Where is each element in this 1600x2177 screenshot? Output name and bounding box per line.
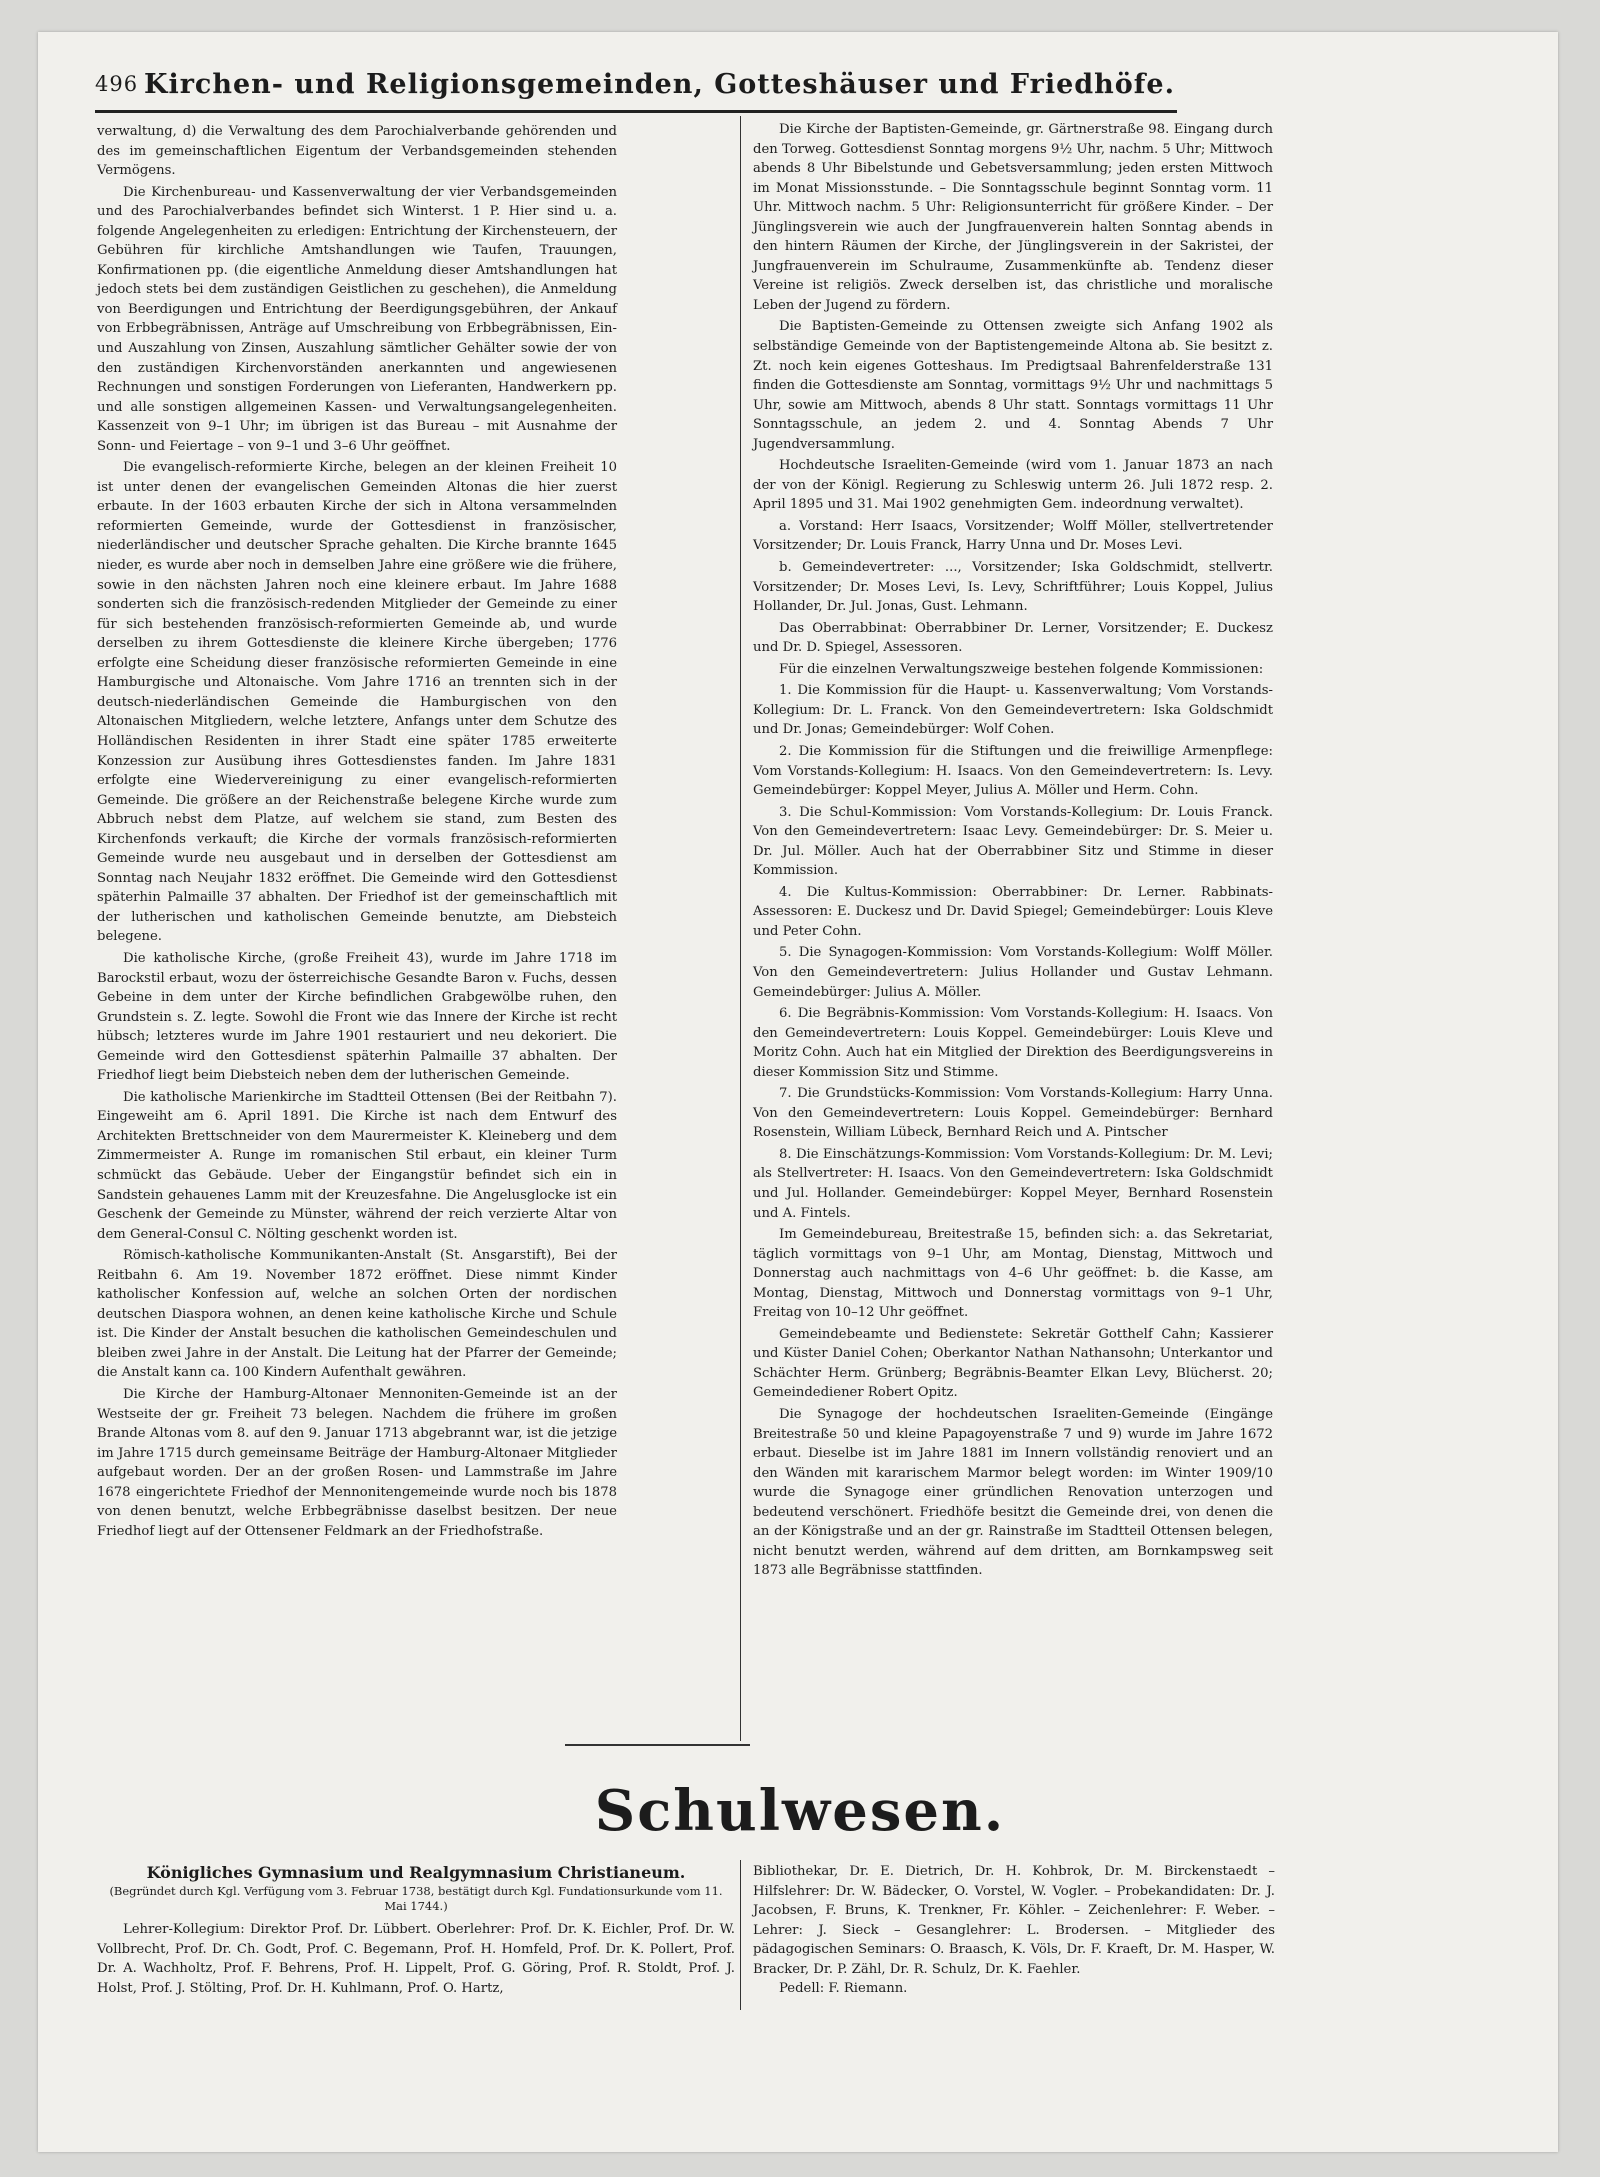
paragraph: 1. Die Kommission für die Haupt- u. Kassenverwaltung; Vom Vorstands-Kollegium: Dr. L. Franck. Von den Gemeindevertretern: Iska Goldschmidt und Dr. Jonas; Gemeindebürger: Wolf Cohen. [753, 683, 1273, 738]
paragraph: 6. Die Begräbnis-Kommission: Vom Vorstands-Kollegium: H. Isaacs. Von den Gemeindevertretern: Louis Koppel. Gemeindebürger: Louis Kleve und Moritz Cohn. Auch hat ein Mitglied der Direktion des Beerdigungsvereins in dieser Kommission Sitz und Stimme. [753, 1006, 1273, 1080]
founding-note: (Begründet durch Kgl. Verfügung vom 3. Februar 1738, bestätigt durch Kgl. Fundationsurkunde vom 11. Mai 1744.) [109, 1884, 723, 1913]
paragraph: verwaltung, d) die Verwaltung des dem Parochialverbande gehörenden und des im gemeinschaftlichen Eigentum der Verbandsgemeinden stehenden Vermögens. [97, 124, 617, 179]
paragraph: Römisch-katholische Kommunikanten-Anstalt (St. Ansgarstift), Bei der Reitbahn 6. Am 19. November 1872 eröffnet. Diese nimmt Kinder katholischer Konfession auf, welche an solchen Orten der nordischen deutschen Diaspora wohnen, an denen keine katholische Kirche und Schule ist. Die Kinder der Anstalt besuchen die katholischen Gemeindeschulen und bleiben zwei Jahre in der Anstalt. Die Leitung hat der Pfarrer der Gemeinde; die Anstalt kann ca. 100 Kindern Aufenthalt gewähren. [97, 1248, 617, 1381]
paragraph: 2. Die Kommission für die Stiftungen und die freiwillige Armenpflege: Vom Vorstands-Kollegium: H. Isaacs. Von den Gemeindevertretern: Is. Levy. Gemeindebürger: Koppel Meyer, Julius A. Möller und Herm. Cohn. [753, 743, 1273, 799]
paragraph: Gemeindebeamte und Bedienstete: Sekretär Gotthelf Cahn; Kassierer und Küster Daniel Cohen; Oberkantor Nathan Nathansohn; Unterkantor und Schächter Herm. Grünberg; Begräbnis-Beamter Elkan Levy, Blücherst. 20; Gemeindediener Robert Opitz. [753, 1326, 1273, 1401]
paragraph: 7. Die Grundstücks-Kommission: Vom Vorstands-Kollegium: Harry Unna. Von den Gemeindevertretern: Louis Koppel. Gemeindebürger: Bernhard Rosenstein, William Lübeck, Bernhard Reich und A. Pintscher [753, 1086, 1273, 1141]
school-left-column [97, 1862, 735, 1998]
section-title: Schulwesen. [594, 1778, 1006, 1844]
paragraph: Die Kirche der Hamburg-Altonaer Mennoniten-Gemeinde ist an der Westseite der gr. Freiheit 73 belegen. Nachdem die frühere im großen Brande Altonas vom 8. auf den 9. Januar 1713 abgebrannt war, ist die jetzige im Jahre 1715 durch gemeinsame Beiträge der Hamburg-Altonaer Mitglieder aufgebaut worden. Der an der großen Rosen- und Lammstraße im Jahre 1678 eingerichtete Friedhof der Mennonitengemeinde wurde noch bis 1878 von denen benutzt, welche Erbbegräbnisse daselbst besitzen. Der neue Friedhof liegt auf der Ottensener Feldmark an der Friedhofstraße. [97, 1387, 617, 1539]
running-title: Kirchen- und Religionsgemeinden, Gotteshäuser und Friedhöfe. [143, 68, 1175, 100]
section-divider [565, 1744, 750, 1746]
paragraph: Die Kirchenbureau- und Kassenverwaltung der vier Verbandsgemeinden und des Parochialverbandes befindet sich Winterst. 1 P. Hier sind u. a. folgende Angelegenheiten zu erledigen: Entrichtung der Kirchensteuern, der Gebühren für kirchliche Amtshandlungen wie Taufen, Trauungen, Konfirmationen pp. (die eigentliche Anmeldung dieser Amtshandlungen hat jedoch stets bei dem zuständigen Geistlichen zu geschehen), die Anmeldung von Beerdigungen und Entrichtung der Beerdigungsgebühren, der Ankauf von Erbbegräbnissen, Anträge auf Umschreibung von Erbbegräbnissen, Ein- und Auszahlung von Zinsen, Auszahlung sämtlicher Gehälter sowie der von den zuständigen Kirchenvorständen anerkannten und angewiesenen Rechnungen und sonstigen Forderungen von Lieferanten, Handwerkern pp. und alle sonstigen allgemeinen Kassen- und Verwaltungsangelegenheiten. Kassenzeit von 9–1 Uhr; im übrigen ist das Bureau – mit Ausnahme der Sonn- und Feiertage – von 9–1 und 3–6 Uhr geöffnet. [97, 184, 617, 454]
paragraph: Die evangelisch-reformierte Kirche, belegen an der kleinen Freiheit 10 ist unter denen der evangelischen Gemeinden Altonas die hier zuerst erbaute. In der 1603 erbauten Kirche der sich in Altona versammelnden reformierten Gemeinde, wurde der Gottesdienst in französischer, niederländischer und deutscher Sprache gehalten. Die Kirche brannte 1645 nieder, es wurde aber noch in demselben Jahre eine größere wie die frühere, sowie in den nächsten Jahren noch eine kleinere erbaut. Im Jahre 1688 sonderten sich die französisch-redenden Mitglieder der Gemeinde zu einer für sich bestehenden französisch-reformierten Gemeinde ab, und wurde derselben zu ihrem Gottesdienste die kleinere Kirche übergeben; 1776 erfolgte eine Scheidung dieser französische reformierten Gemeinde in eine Hamburgische und Altonaische. Vom Jahre 1716 an trennten sich in der deutsch-niederländischen Gemeinde die Hamburgischen von den Altonaischen Mitgliedern, welche letztere, Anfangs unter dem Schutze des Holländischen Residenten in ihrer Stadt eine später 1785 erweiterte Konzession zur Ausübung ihres Gottesdienstes fanden. Im Jahre 1831 erfolgte eine Wiedervereinigung zu einer evangelisch-reformierten Gemeinde. Die größere an der Reichenstraße belegene Kirche wurde zum Abbruch nebst dem Platze, auf welchem sie stand, zum Besten des Kirchenfonds verkauft; die Kirche der vormals französisch-reformierten Gemeinde wurde neu ausgebaut und in derselben der Gottesdienst am Sonntag nach Neujahr 1832 eröffnet. Die Gemeinde wird den Gottesdienst späterhin Palmaille 37 abhalten. Der Friedhof ist der gemeinschaftlich mit der lutherischen und katholischen Gemeinde benutzte, am Diebsteich belegene. [97, 460, 617, 945]
left-column [97, 122, 617, 1541]
paragraph: Im Gemeindebureau, Breitestraße 15, befinden sich: a. das Sekretariat, täglich vormittags von 9–1 Uhr, am Montag, Dienstag, Mittwoch und Donnerstag auch nachmittags von 4–6 Uhr geöffnet: b. die Kasse, am Montag, Dienstag, Mittwoch und Donnerstag vormittags von 9–1 Uhr, Freitag von 10–12 Uhr geöffnet. [753, 1227, 1273, 1321]
school-right-column [753, 1862, 1275, 1999]
paragraph: 5. Die Synagogen-Kommission: Vom Vorstands-Kollegium: Wolff Möller. Von den Gemeindevertretern: Julius Hollander und Gustav Lehmann. Gemeindebürger: Julius A. Möller. [753, 945, 1273, 1000]
paragraph: Die Baptisten-Gemeinde zu Ottensen zweigte sich Anfang 1902 als selbständige Gemeinde von der Baptistengemeinde Altona ab. Sie besitzt z. Zt. noch kein eigenes Gotteshaus. Im Predigtsaal Bahrenfelderstraße 131 finden die Gottesdienste am Sonntag, vormittags 9½ Uhr und nachmittags 5 Uhr, sowie am Mittwoch, abends 8 Uhr statt. Sonntags vormittags 11 Uhr Sonntagsschule, an jedem 2. und 4. Sonntag Abends 7 Uhr Jugendversammlung. [753, 319, 1273, 452]
paragraph: Die Kirche der Baptisten-Gemeinde, gr. Gärtnerstraße 98. Eingang durch den Torweg. Gottesdienst Sonntag morgens 9½ Uhr, nachm. 5 Uhr; Mittwoch abends 8 Uhr Bibelstunde und Gebetsversammlung; jeden ersten Mittwoch im Monat Missionsstunde. – Die Sonntagsschule beginnt Sonntag vorm. 11 Uhr. Mittwoch nachm. 5 Uhr: Religionsunterricht für größere Kinder. – Der Jünglingsverein wie auch der Jungfrauenverein halten Sonntag abends in den hintern Räumen der Kirche, der Jünglingsverein in der Sakristei, der Jungfrauenverein im Schulraume, Zusammenkünfte ab. Tendenz dieser Vereine ist religiös. Zweck derselben ist, das christliche und moralische Leben der Jugend zu fördern. [753, 122, 1273, 313]
paragraph: b. Gemeindevertreter: ..., Vorsitzender; Iska Goldschmidt, stellvertr. Vorsitzender; Dr. Moses Levi, Is. Levy, Schriftführer; Louis Koppel, Julius Hollander, Dr. Jul. Jonas, Gust. Lehmann. [753, 560, 1273, 615]
page-number: 496 [95, 72, 139, 96]
paragraph: Für die einzelnen Verwaltungszweige bestehen folgende Kommissionen: [779, 661, 1264, 677]
paragraph: 8. Die Einschätzungs-Kommission: Vom Vorstands-Kollegium: Dr. M. Levi; als Stellvertreter: H. Isaacs. Von den Gemeindevertretern: Iska Goldschmidt und Jul. Hollander. Gemeindebürger: Koppel Meyer, Bernhard Rosenstein und A. Fintels. [753, 1146, 1273, 1221]
paragraph: Das Oberrabbinat: Oberrabbiner Dr. Lerner, Vorsitzender; E. Duckesz und Dr. D. Spiegel, Assessoren. [753, 620, 1273, 656]
paragraph: Hochdeutsche Israeliten-Gemeinde (wird vom 1. Januar 1873 an nach der von der Königl. Regierung zu Schleswig unterm 26. Juli 1872 resp. 2. April 1895 und 31. Mai 1902 genehmigten Gem. indeordnung verwaltet). [753, 458, 1273, 513]
paragraph: a. Vorstand: Herr Isaacs, Vorsitzender; Wolff Möller, stellvertretender Vorsitzender; Dr. Louis Franck, Harry Unna und Dr. Moses Levi. [753, 518, 1273, 554]
header-rule [95, 110, 1177, 113]
right-column [753, 120, 1273, 1581]
paragraph: Die Synagoge der hochdeutschen Israeliten-Gemeinde (Eingänge Breitestraße 50 und kleine Papagoyenstraße 7 und 9) wurde im Jahre 1672 erbaut. Dieselbe ist im Jahre 1881 im Innern vollständig renoviert und an den Wänden mit kararischem Marmor belegt worden: im Winter 1909/10 wurde die Synagoge einer gründlichen Renovation unterzogen und bedeutend verschönert. Friedhöfe besitzt die Gemeinde drei, von denen die an der Königstraße und an der gr. Rainstraße im Stadtteil Ottensen belegen, nicht benutzt werden, während auf dem dritten, am Bornkampsweg seit 1873 alle Begräbnisse stattfinden. [753, 1407, 1273, 1579]
paragraph: Die katholische Kirche, (große Freiheit 43), wurde im Jahre 1718 im Barockstil erbaut, wozu der österreichische Gesandte Baron v. Fuchs, dessen Gebeine in dem unter der Kirche befindlichen Grabgewölbe ruhen, den Grundstein s. Z. legte. Sowohl die Front wie das Innere der Kirche ist recht hübsch; letzteres wurde im Jahre 1901 restauriert und neu dekoriert. Die Gemeinde wird den Gottesdienst späterhin Palmaille 37 abhalten. Der Friedhof liegt beim Diebsteich neben dem der lutherischen Gemeinde. [97, 950, 617, 1084]
paragraph: Die katholische Marienkirche im Stadtteil Ottensen (Bei der Reitbahn 7). Eingeweiht am 6. April 1891. Die Kirche ist nach dem Entwurf des Architekten Brettschneider von dem Maurermeister K. Kleineberg und dem Zimmermeister A. Runge im romanischen Stil erbaut, ein kleiner Turm schmückt das Gebäude. Ueber der Eingangstür befindet sich ein in Sandstein gehauenes Lamm mit der Kreuzesfahne. Die Angelusglocke ist ein Geschenk der Gemeinde zu Münster, während der reich verzierte Altar von dem General-Consul C. Nölting geschenkt worden ist. [97, 1089, 617, 1242]
pedell-line: Pedell: F. Riemann. [779, 1981, 908, 1996]
paragraph: Lehrer-Kollegium: Direktor Prof. Dr. Lübbert. Oberlehrer: Prof. Dr. K. Eichler, Prof. Dr. W. Vollbrecht, Prof. Dr. Ch. Godt, Prof. C. Begemann, Prof. H. Homfeld, Prof. Dr. K. Pollert, Prof. Dr. A. Wachholtz, Prof. F. Behrens, Prof. H. Lippelt, Prof. G. Göring, Prof. R. Stoldt, Prof. J. Holst, Prof. J. Stölting, Prof. Dr. H. Kuhlmann, Prof. O. Hartz, [97, 1922, 735, 1996]
page-header [95, 62, 1175, 106]
paragraph: Bibliothekar, Dr. E. Dietrich, Dr. H. Kohbrok, Dr. M. Birckenstaedt – Hilfslehrer: Dr. W. Bädecker, O. Vorstel, W. Vogler. – Probekandidaten: Dr. J. Jacobsen, F. Bruns, K. Trenkner, Fr. Köhler. – Zeichenlehrer: F. Weber. – Lehrer: J. Sieck – Gesanglehrer: L. Brodersen. – Mitglieder des pädagogischen Seminars: O. Braasch, K. Völs, Dr. F. Kraeft, Dr. M. Hasper, W. Bracker, Dr. P. Zähl, Dr. R. Schulz, Dr. K. Faehler. [753, 1864, 1275, 1977]
column-divider [740, 1860, 741, 2010]
paragraph: 4. Die Kultus-Kommission: Oberrabbiner: Dr. Lerner. Rabbinats-Assessoren: E. Duckesz und Dr. David Spiegel; Gemeindebürger: Louis Kleve und Peter Cohn. [753, 884, 1273, 939]
column-divider [740, 116, 741, 1741]
institution-name: Königliches Gymnasium und Realgymnasium Christianeum. [146, 1863, 686, 1882]
paragraph: 3. Die Schul-Kommission: Vom Vorstands-Kollegium: Dr. Louis Franck. Von den Gemeindevertretern: Isaac Levy. Gemeindebürger: Dr. S. Meier u. Dr. Jul. Möller. Auch hat der Oberrabbiner Sitz und Stimme in dieser Kommission. [753, 804, 1273, 879]
